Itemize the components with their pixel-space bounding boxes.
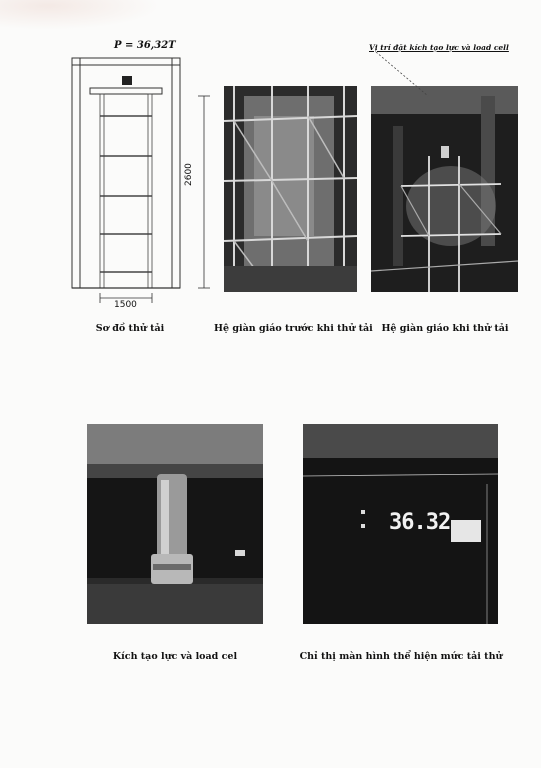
caption-display-readout: Chỉ thị màn hình thể hiện mức tải thử [299,651,503,662]
photo-scaffold-before [224,86,357,292]
caption-diagram: Sơ đồ thử tải [95,323,165,334]
scaffold-during-image [371,86,518,292]
photo-jack-loadcell [87,424,263,624]
photo-display-readout [303,424,498,624]
height-dimension-label: 2600 [184,163,194,186]
scan-stain [0,0,160,30]
load-readout: 36.32 [389,510,451,535]
caption-scaffold-before: Hệ giàn giáo trước khi thử tải [214,323,373,334]
jack-loadcell-image [87,424,263,624]
caption-scaffold-during: Hệ giàn giáo khi thử tải [381,323,509,334]
caption-jack-loadcell: Kích tạo lực và load cel [112,651,238,662]
annotation-pointer [372,50,432,100]
load-label: P = 36,32T [114,40,176,51]
photo-scaffold-during [371,86,518,292]
width-dimension-label: 1500 [114,300,137,310]
diagram-drawing [60,36,220,316]
annotation-label: Vị trí đặt kích tạo lực và load cell [369,43,509,52]
load-test-diagram [60,36,220,316]
scaffold-before-image [224,86,357,292]
